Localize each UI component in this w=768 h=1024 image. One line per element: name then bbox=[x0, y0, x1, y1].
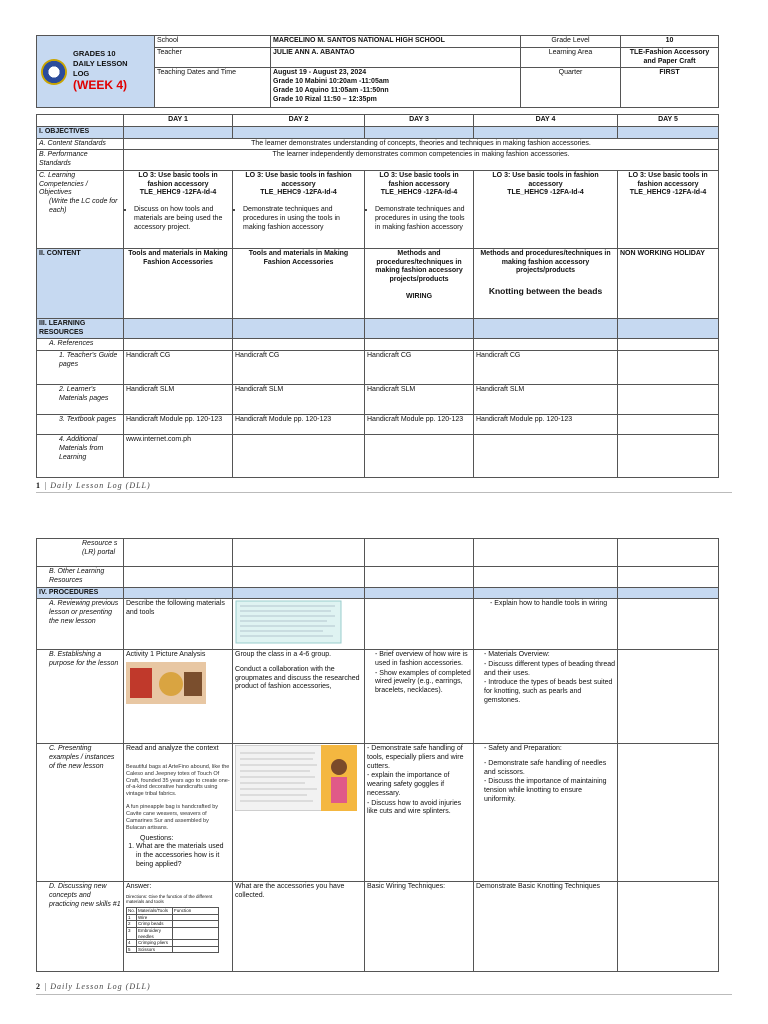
objectives-heading: I. OBJECTIVES bbox=[37, 126, 124, 138]
empty bbox=[365, 318, 474, 339]
tbl-empty bbox=[173, 927, 219, 939]
empty bbox=[233, 587, 365, 599]
title-line1: GRADES 10 bbox=[73, 49, 116, 59]
presenting-label: C. Presenting examples / instances of the new lesson bbox=[37, 744, 124, 882]
tbl-num: 1 bbox=[127, 914, 137, 921]
procedures-heading: IV. PROCEDURES bbox=[37, 587, 124, 599]
references-label: A. References bbox=[37, 339, 124, 351]
deped-seal-icon bbox=[41, 59, 67, 85]
day3-tg: Handicraft CG bbox=[365, 351, 474, 385]
tbl-row: Embroidery needles bbox=[137, 927, 173, 939]
day1-tg: Handicraft CG bbox=[124, 351, 233, 385]
reviewing-item: - Explain how to handle tools in wiring bbox=[490, 600, 615, 609]
day1-header: DAY 1 bbox=[124, 115, 233, 127]
empty bbox=[124, 539, 233, 567]
school-value: MARCELINO M. SANTOS NATIONAL HIGH SCHOOL bbox=[271, 36, 521, 48]
empty bbox=[474, 587, 618, 599]
empty bbox=[474, 435, 618, 478]
day5-objective bbox=[618, 170, 719, 248]
day3-header: DAY 3 bbox=[365, 115, 474, 127]
performance-standards: The learner independently demonstrates common competencies in making fashion accessories. bbox=[124, 150, 719, 171]
reviewing-label: A. Reviewing previous lesson or presenting the new lesson bbox=[37, 599, 124, 650]
empty bbox=[365, 435, 474, 478]
empty bbox=[618, 744, 719, 882]
day1-tb: Handicraft Module pp. 120-123 bbox=[124, 415, 233, 435]
day4-reviewing bbox=[474, 599, 618, 650]
teacher-label: Teacher bbox=[155, 47, 271, 68]
day3-tb: Handicraft Module pp. 120-123 bbox=[365, 415, 474, 435]
school-label: School bbox=[155, 36, 271, 48]
empty bbox=[233, 318, 365, 339]
day4-discussing: Demonstrate Basic Knotting Techniques bbox=[474, 882, 618, 972]
footer-label: Daily Lesson Log (DLL) bbox=[50, 481, 151, 490]
day2-header: DAY 2 bbox=[233, 115, 365, 127]
worksheet-thumbnail-icon bbox=[235, 600, 345, 644]
presenting-item: - Demonstrate safe handling of tools, especially pliers and wire cutters. bbox=[367, 745, 471, 771]
day2-objective bbox=[233, 170, 365, 248]
presenting-item: - Demonstrate safe handling of needles and scissors. bbox=[484, 760, 615, 778]
empty bbox=[124, 567, 233, 588]
lc-code: TLE_HEHC9 -12FA-Id-4 bbox=[507, 189, 584, 197]
page-number: 2 bbox=[36, 982, 41, 991]
presenting-item: - Discuss the importance of maintaining tension while knotting to ensure uniformity. bbox=[484, 778, 615, 804]
dates-line3: Grade 10 Aquino 11:05am -11:50nn bbox=[273, 86, 389, 94]
day2-tg: Handicraft CG bbox=[233, 351, 365, 385]
empty bbox=[365, 587, 474, 599]
tbl-empty bbox=[173, 940, 219, 947]
question-item: 1. What are the materials used in the accessories how is it being applied? bbox=[136, 843, 230, 869]
presenting-item: - Discuss how to avoid injuries like cuts and wire splinters. bbox=[367, 800, 471, 818]
presenting-item: - explain the importance of wearing safety goggles if necessary. bbox=[367, 772, 471, 798]
day1-lm: Handicraft SLM bbox=[124, 385, 233, 415]
empty bbox=[365, 126, 474, 138]
tbl-row: Crimp beads bbox=[137, 921, 173, 928]
empty bbox=[365, 567, 474, 588]
purpose-label: B. Establishing a purpose for the lesson bbox=[37, 650, 124, 744]
day4-tg: Handicraft CG bbox=[474, 351, 618, 385]
content-standards: The learner demonstrates understanding of concepts, theories and techniques in making fashion accessories. bbox=[124, 138, 719, 150]
presenting-item: - Safety and Preparation: bbox=[484, 745, 615, 754]
day1-purpose bbox=[124, 650, 233, 744]
empty bbox=[474, 126, 618, 138]
day1-reviewing: Describe the following materials and tools bbox=[124, 599, 233, 650]
grade-value: 10 bbox=[621, 36, 719, 48]
day4-lm: Handicraft SLM bbox=[474, 385, 618, 415]
objective-item: • Demonstrate techniques and procedures in using the tools in making fashion accessory bbox=[243, 206, 362, 232]
day4-tb: Handicraft Module pp. 120-123 bbox=[474, 415, 618, 435]
empty bbox=[233, 567, 365, 588]
day4-content bbox=[474, 248, 618, 318]
day5-header: DAY 5 bbox=[618, 115, 719, 127]
objective-item: • Demonstrate techniques and procedures in using the tools in making fashion accessory bbox=[375, 206, 471, 232]
materials-function-table bbox=[126, 907, 219, 953]
day4-content-text: Methods and procedures/techniques in making fashion accessory projects/products bbox=[480, 249, 611, 275]
day1-discussing bbox=[124, 882, 233, 972]
empty bbox=[618, 318, 719, 339]
competencies-label bbox=[37, 170, 124, 248]
tbl-num: 4 bbox=[127, 940, 137, 947]
empty bbox=[233, 339, 365, 351]
empty bbox=[365, 339, 474, 351]
empty bbox=[618, 882, 719, 972]
purpose-text: Group the class in a 4-6 group. bbox=[235, 651, 332, 658]
day3-presenting bbox=[365, 744, 474, 882]
lc-title: LO 3: Use basic tools in fashion accessory bbox=[492, 171, 599, 188]
day1-presenting bbox=[124, 744, 233, 882]
empty bbox=[618, 351, 719, 385]
purpose-item: - Discuss different types of beading thread and their uses. bbox=[484, 661, 615, 679]
day3-lm: Handicraft SLM bbox=[365, 385, 474, 415]
day5-content: NON WORKING HOLIDAY bbox=[618, 248, 719, 318]
dates-line2: Grade 10 Mabini 10:20am -11:05am bbox=[273, 78, 389, 85]
dates-label: Teaching Dates and Time bbox=[155, 68, 271, 108]
lc-title: LO 3: Use basic tools in fashion accessory bbox=[138, 171, 218, 188]
content-standards-label: A. Content Standards bbox=[37, 138, 124, 150]
day3-content bbox=[365, 248, 474, 318]
answer-label: Answer: bbox=[126, 883, 152, 890]
empty bbox=[618, 415, 719, 435]
empty bbox=[124, 126, 233, 138]
additional-materials-label: 4. Additional Materials from Learning bbox=[37, 435, 124, 478]
day2-purpose bbox=[233, 650, 365, 744]
corner-cell bbox=[37, 115, 124, 127]
discussing-label: D. Discussing new concepts and practicing new skills #1 bbox=[37, 882, 124, 972]
activity-title: Activity 1 Picture Analysis bbox=[126, 651, 206, 658]
day2-reviewing bbox=[233, 599, 365, 650]
empty bbox=[618, 339, 719, 351]
quarter-value: FIRST bbox=[621, 68, 719, 108]
empty bbox=[233, 126, 365, 138]
tbl-row: Crimping pliers bbox=[137, 940, 173, 947]
textbook-label: 3. Textbook pages bbox=[37, 415, 124, 435]
day3-purpose bbox=[365, 650, 474, 744]
teachers-guide-label: 1. Teacher's Guide pages bbox=[37, 351, 124, 385]
purpose-item: - Show examples of completed wired jewelry (e.g., earrings, bracelets, necklaces). bbox=[375, 670, 471, 696]
tbl-empty bbox=[173, 946, 219, 953]
lc-code: TLE_HEHC9 -12FA-Id-4 bbox=[380, 189, 458, 197]
tbl-header: No. bbox=[128, 908, 136, 913]
empty bbox=[124, 587, 233, 599]
empty bbox=[618, 650, 719, 744]
tbl-num: 3 bbox=[127, 927, 137, 939]
tbl-header: Materials/Tools bbox=[137, 908, 173, 915]
purpose-item: - Materials Overview: bbox=[484, 651, 615, 660]
empty bbox=[365, 599, 474, 650]
lc-title: LO 3: Use basic tools in fashion accessory bbox=[628, 171, 708, 188]
empty bbox=[474, 339, 618, 351]
empty bbox=[618, 567, 719, 588]
empty bbox=[618, 435, 719, 478]
empty bbox=[618, 587, 719, 599]
lc-code: TLE_HEHC9 -12FA-Id-4 bbox=[629, 189, 707, 197]
footer-sep: | bbox=[41, 481, 51, 490]
day3-discussing: Basic Wiring Techniques: bbox=[365, 882, 474, 972]
day3-objective bbox=[365, 170, 474, 248]
lc-title: LO 3: Use basic tools in fashion accessory bbox=[245, 171, 352, 188]
questions-heading: Questions: bbox=[140, 834, 174, 842]
day2-tb: Handicraft Module pp. 120-123 bbox=[233, 415, 365, 435]
learners-materials-label: 2. Learner's Materials pages bbox=[37, 385, 124, 415]
grade-label: Grade Level bbox=[521, 36, 621, 48]
day2-lm: Handicraft SLM bbox=[233, 385, 365, 415]
title-line2: DAILY LESSON bbox=[73, 58, 128, 68]
dates-line1: August 19 - August 23, 2024 bbox=[273, 69, 367, 77]
context-paragraph: Beautiful bags at ArteFino abound, like the Caleso and Jeepney totes of Touch Of Craft, founded 35 years ago to create one-of-a-kind decorative handicrafts using vintage tribal fabrics. bbox=[126, 763, 230, 798]
resources-heading: III. LEARNING RESOURCES bbox=[37, 318, 124, 339]
day4-presenting bbox=[474, 744, 618, 882]
picture-analysis-image-icon bbox=[126, 662, 206, 704]
empty bbox=[618, 539, 719, 567]
tbl-empty bbox=[173, 921, 219, 928]
context-paragraph: A fun pineapple bag is handcrafted by Cavite cane weavers, weavers of Camarines Sur and assembled by Bulacan artisans. bbox=[126, 804, 219, 831]
dll-title-block bbox=[37, 36, 155, 108]
empty bbox=[124, 339, 233, 351]
day1-objective bbox=[124, 170, 233, 248]
objective-item: • Discuss on how tools and materials are being used the accessory project. bbox=[134, 206, 230, 232]
empty bbox=[618, 126, 719, 138]
tbl-row: Wire bbox=[137, 914, 173, 921]
day3-content-sub: WIRING bbox=[405, 292, 433, 300]
lr-portal-label: Resource s (LR) portal bbox=[37, 539, 124, 567]
empty bbox=[474, 567, 618, 588]
empty bbox=[233, 435, 365, 478]
page2-footer bbox=[36, 982, 151, 991]
purpose-item: - Introduce the types of beads best suited for knotting, such as pearls and gemstones. bbox=[484, 679, 615, 705]
performance-standards-label: B. Performance Standards bbox=[37, 150, 124, 171]
quarter-label: Quarter bbox=[521, 68, 621, 108]
footer-rule bbox=[36, 492, 732, 493]
footer-label: Daily Lesson Log (DLL) bbox=[50, 982, 151, 991]
day1-content: Tools and materials in Making Fashion Accessories bbox=[124, 248, 233, 318]
tbl-num: 2 bbox=[127, 921, 137, 928]
day1-am: www.internet.com.ph bbox=[124, 435, 233, 478]
page1-footer bbox=[36, 481, 151, 490]
tbl-header: Function bbox=[173, 908, 219, 915]
day4-objective bbox=[474, 170, 618, 248]
purpose-item: - Brief overview of how wire is used in fashion accessories. bbox=[375, 651, 471, 669]
day4-purpose bbox=[474, 650, 618, 744]
tbl-row: Scissors bbox=[137, 946, 173, 953]
day2-presenting bbox=[233, 744, 365, 882]
day2-content: Tools and materials in Making Fashion Accessories bbox=[233, 248, 365, 318]
empty bbox=[618, 385, 719, 415]
dates-value bbox=[271, 68, 521, 108]
page-number: 1 bbox=[36, 481, 41, 490]
empty bbox=[618, 599, 719, 650]
area-label: Learning Area bbox=[521, 47, 621, 68]
tbl-num: 5 bbox=[127, 946, 137, 953]
footer-sep: | bbox=[41, 982, 51, 991]
competencies-note: (Write the LC code for each) bbox=[49, 198, 118, 214]
presenting-title: Read and analyze the context bbox=[126, 745, 219, 752]
main-table-page2 bbox=[36, 538, 719, 972]
tbl-empty bbox=[173, 914, 219, 921]
day4-header: DAY 4 bbox=[474, 115, 618, 127]
week-label: (WEEK 4) bbox=[73, 78, 127, 93]
competencies-label-text: C. Learning Competencies / Objectives bbox=[39, 171, 88, 197]
footer-rule bbox=[36, 994, 732, 995]
empty bbox=[233, 539, 365, 567]
main-table-page1 bbox=[36, 114, 719, 478]
lc-code: TLE_HEHC9 -12FA-Id-4 bbox=[139, 189, 217, 197]
directions-text: Directions: Give the function of the different materials and tools bbox=[126, 893, 213, 905]
other-resources-label: B. Other Learning Resources bbox=[37, 567, 124, 588]
empty bbox=[474, 318, 618, 339]
teacher-value: JULIE ANN A. ABANTAO bbox=[271, 47, 521, 68]
day3-content-text: Methods and procedures/techniques in making fashion accessory projects/products bbox=[375, 249, 463, 283]
empty bbox=[365, 539, 474, 567]
empty bbox=[124, 318, 233, 339]
content-heading: II. CONTENT bbox=[37, 248, 124, 318]
header-table bbox=[36, 35, 719, 108]
infographic-image-icon bbox=[235, 745, 357, 811]
lc-title: LO 3: Use basic tools in fashion accessory bbox=[379, 171, 459, 188]
title-line3: LOG bbox=[73, 68, 90, 78]
purpose-text: Conduct a collaboration with the groupmates and discuss the researched product of fashion accessories, bbox=[235, 665, 360, 691]
dates-line4: Grade 10 Rizal 11:50 – 12:35pm bbox=[273, 95, 377, 103]
day2-discussing: What are the accessories you have collected. bbox=[233, 882, 365, 972]
lc-code: TLE_HEHC9 -12FA-Id-4 bbox=[260, 189, 337, 197]
area-value: TLE-Fashion Accessory and Paper Craft bbox=[621, 47, 719, 68]
day4-content-sub: Knotting between the beads bbox=[488, 286, 603, 296]
empty bbox=[474, 539, 618, 567]
